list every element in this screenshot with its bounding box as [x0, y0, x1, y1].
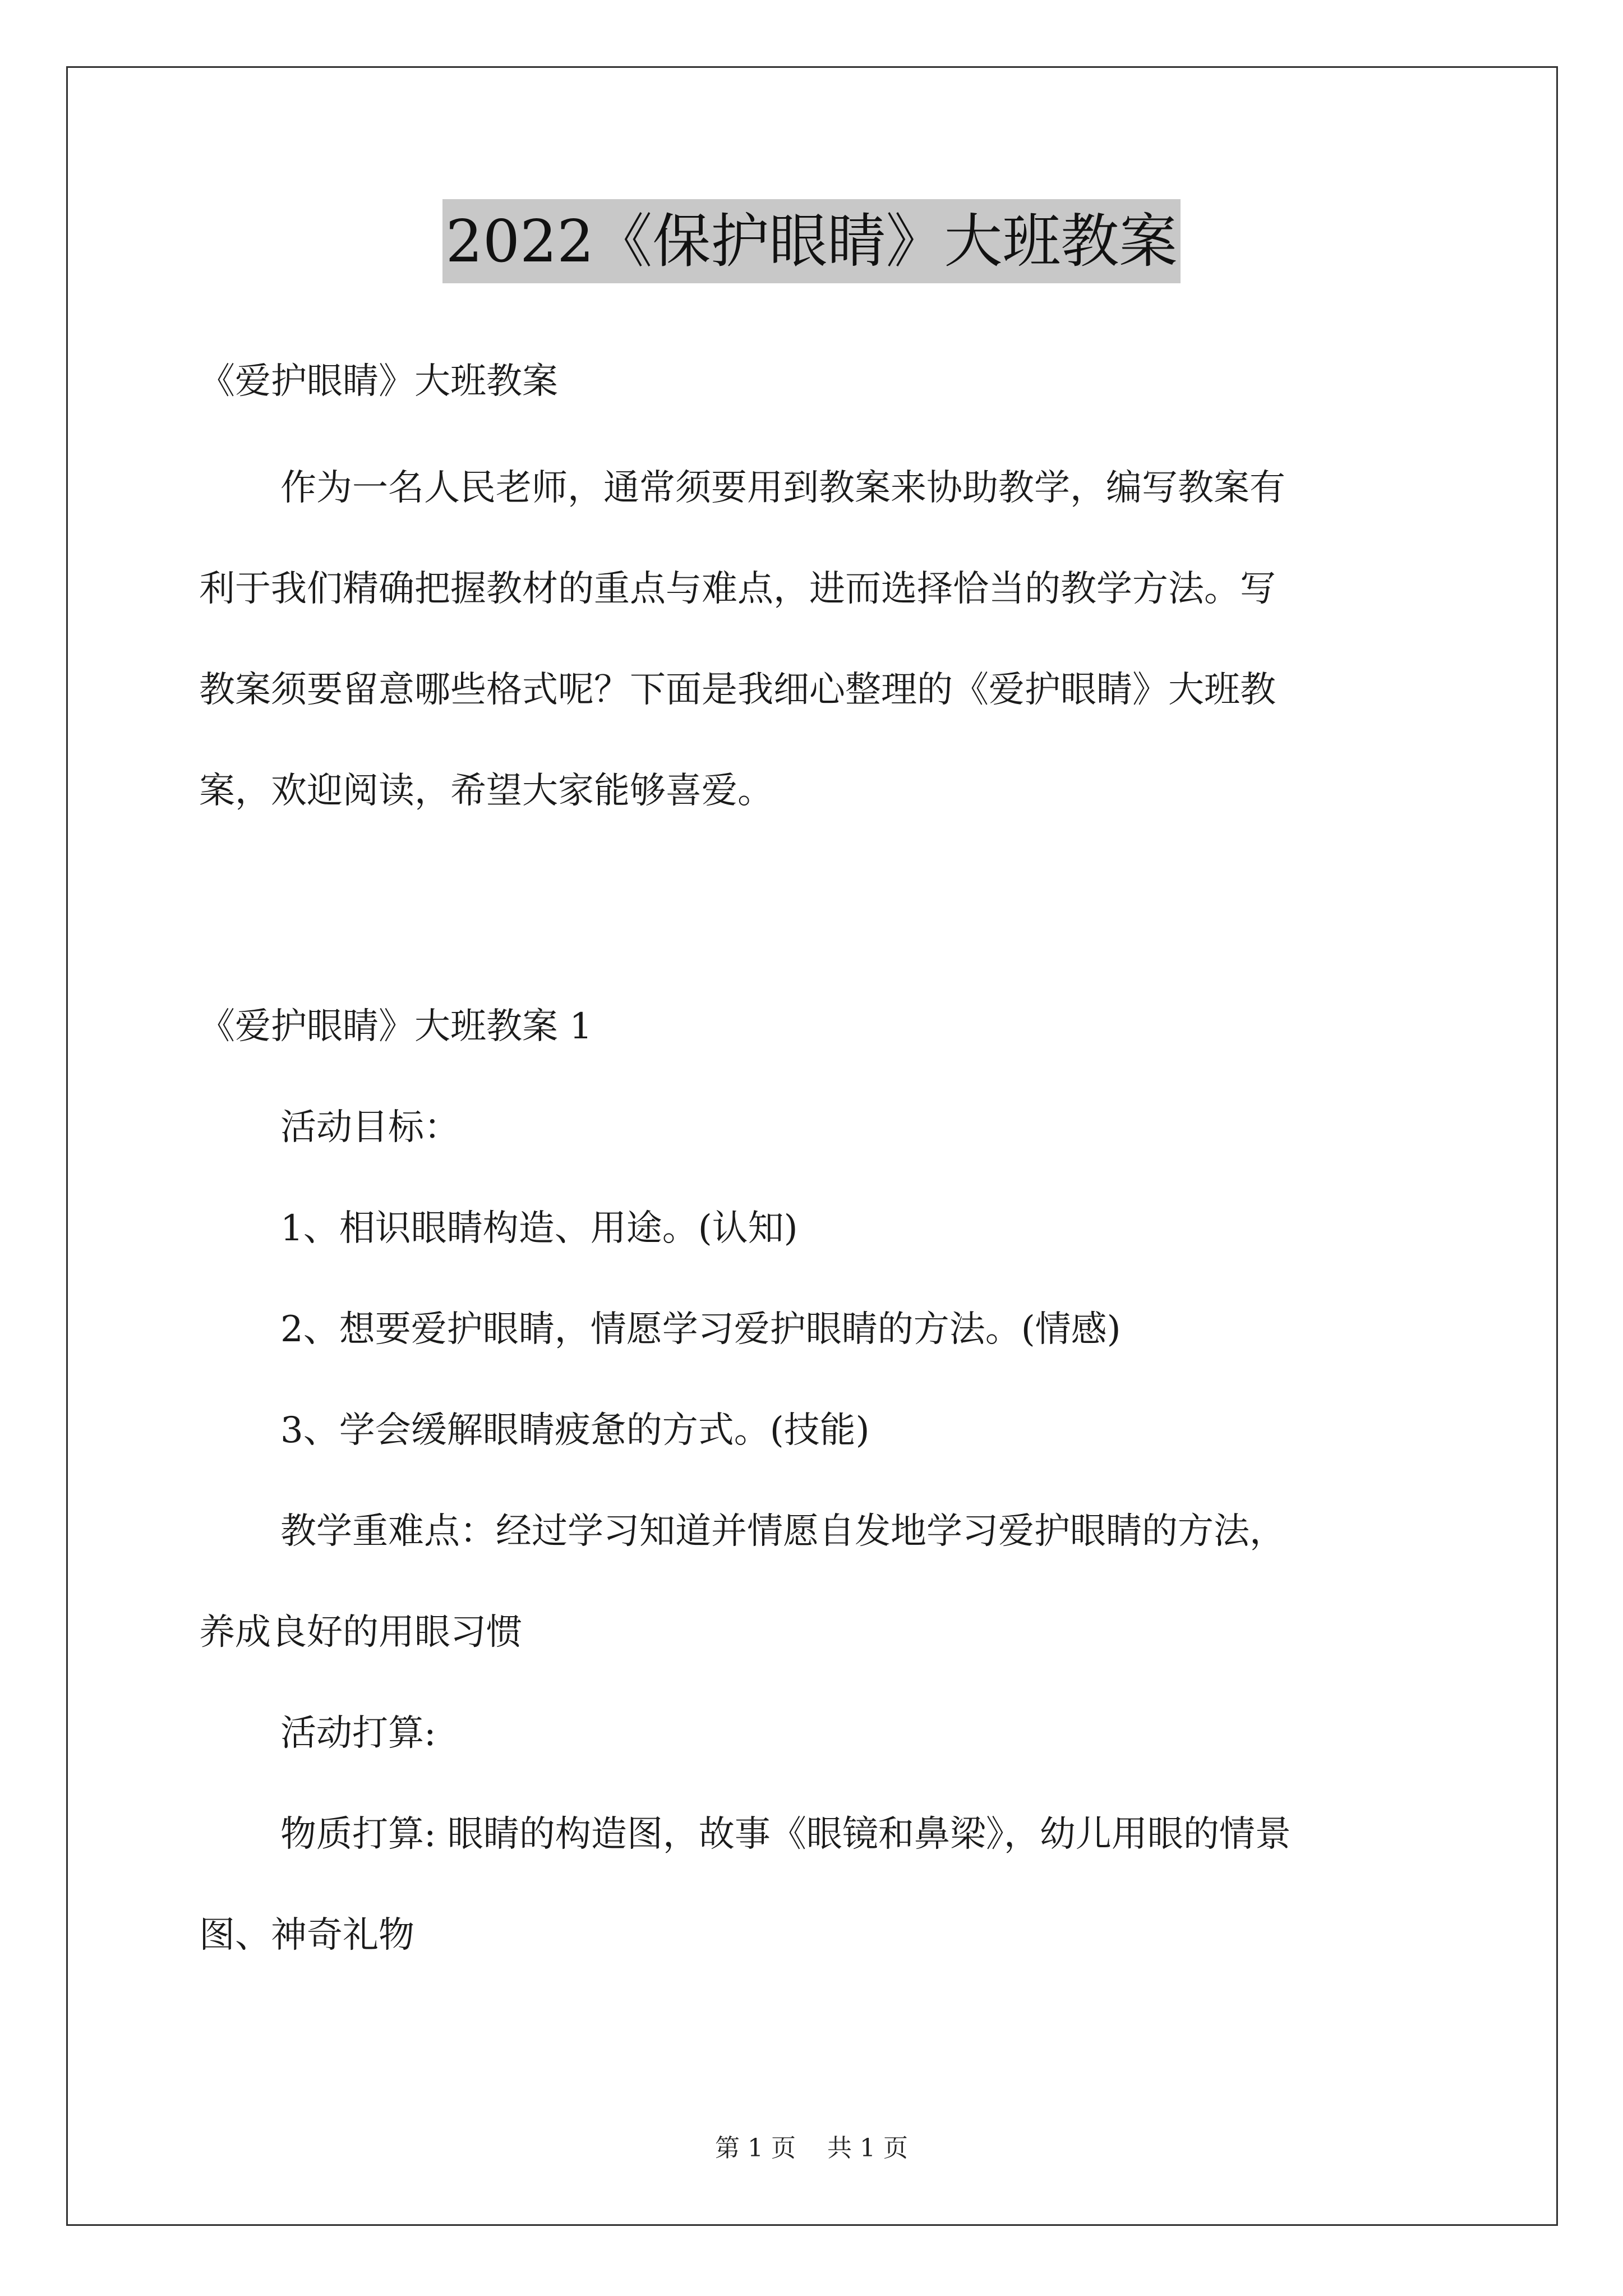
- goals-label: 活动目标：: [280, 1107, 460, 1148]
- materials-line: 物质打算: 眼睛的构造图，故事《眼镜和鼻梁》，幼儿用眼的情景: [280, 1814, 1291, 1855]
- goal-item: 3、学会缓解眼睛疲惫的方式。(技能): [280, 1410, 870, 1451]
- intro-line: 作为一名人民老师，通常须要用到教案来协助教学，编写教案有: [280, 467, 1285, 509]
- materials-line: 图、神奇礼物: [199, 1915, 414, 1956]
- title-container: [0, 199, 1623, 283]
- document-title: 2022《保护眼睛》大班教案: [442, 199, 1181, 283]
- intro-line: 案，欢迎阅读，希望大家能够喜爱。: [199, 770, 773, 812]
- key-points-line: 养成良好的用眼习惯: [199, 1612, 522, 1653]
- goal-item: 2、想要爱护眼睛，情愿学习爱护眼睛的方法。(情感): [280, 1309, 1121, 1350]
- section-heading: 《爱护眼睛》大班教案: [199, 361, 558, 402]
- page-number-current: 第 1 页: [715, 2134, 796, 2162]
- prep-label: 活动打算:: [280, 1713, 436, 1754]
- intro-line: 教案须要留意哪些格式呢？下面是我细心整理的《爱护眼睛》大班教: [199, 669, 1276, 711]
- intro-line: 利于我们精确把握教材的重点与难点，进而选择恰当的教学方法。写: [199, 568, 1276, 610]
- key-points-line: 教学重难点：经过学习知道并情愿自发地学习爱护眼睛的方法，: [280, 1511, 1285, 1552]
- section-heading: 《爱护眼睛》大班教案 1: [199, 1006, 593, 1047]
- goal-item: 1、相识眼睛构造、用途。(认知): [280, 1208, 798, 1249]
- page-number-total: 共 1 页: [827, 2134, 908, 2162]
- page-footer: [0, 2132, 1623, 2165]
